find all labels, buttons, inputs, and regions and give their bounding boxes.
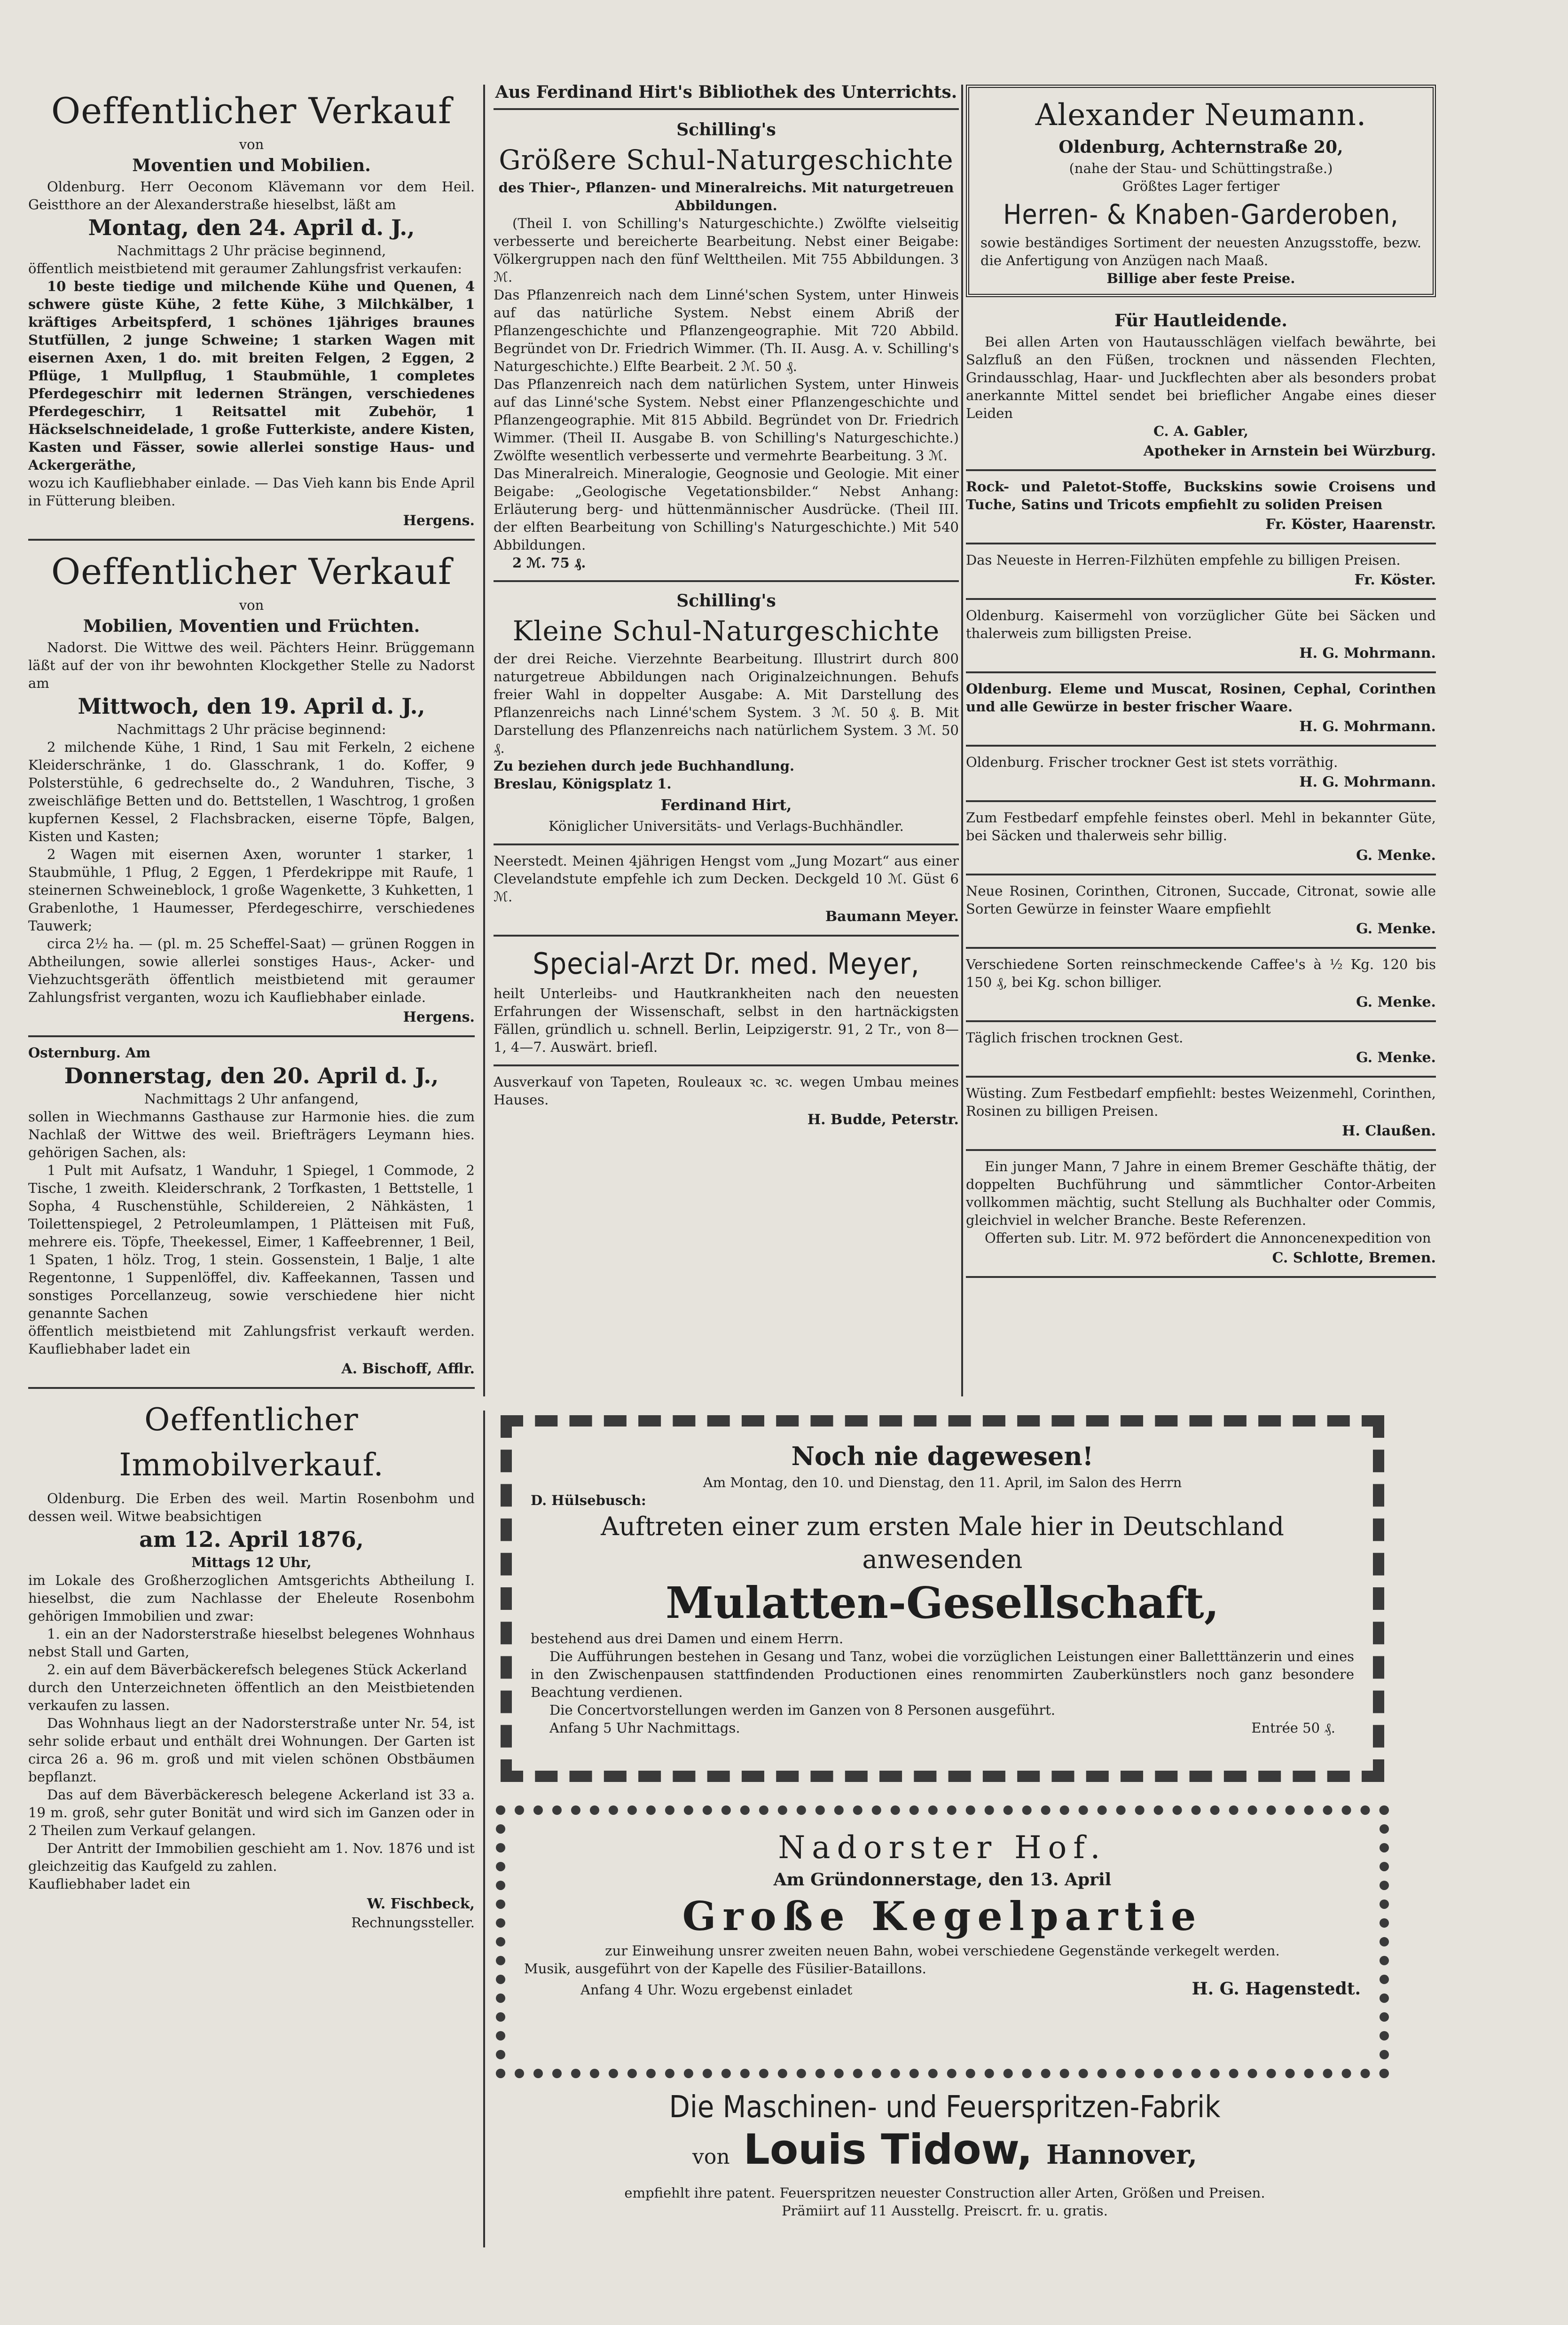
ad-von: von — [692, 2145, 730, 2169]
ad-entry: Entrée 50 ₰. — [1251, 1720, 1335, 1736]
ad-body: Oldenburg. Frischer trockner Gest ist stets vorräthig. — [966, 754, 1338, 770]
book-p4: Das Mineralreich. Mineralogie, Geognosie und Geologie. Mit einer Beigabe: „Geologische Vegetationsbilder.“ Nebst Anhang: Erläuterung berg- und hüttenmännischer Ausdrücke. (Theil III. der elften Bearbeitung von Schilling's Naturgeschichte.) Mit 540 Abbildungen. — [494, 465, 959, 553]
ad-signature: Hergens. — [403, 1009, 475, 1025]
ad-von: von — [239, 597, 264, 613]
ad-menke-gest — [966, 1022, 1436, 1078]
column-rule-1 — [483, 85, 485, 1396]
ad-body: Neerstedt. Meinen 4jährigen Hengst vom „Jung Mozart“ aus einer Clevelandstute empfehle ich zum Decken. Deckgeld 10 ℳ. Güst 6 ℳ. — [494, 853, 959, 905]
ad-signature: Apotheker in Arnstein bei Würzburg. — [1143, 443, 1436, 459]
column-rule-2 — [961, 85, 963, 1396]
column-2 — [494, 80, 959, 1138]
ad-address: Oldenburg, Achternstraße 20, — [1058, 137, 1343, 157]
ad-title: Oeffentlicher Verkauf — [51, 90, 452, 132]
ad-subtitle: Moventien und Mobilien. — [132, 156, 371, 175]
ad-body: Bei allen Arten von Hautausschlägen vielfach bewährte, bei Salzfluß an den Füßen, trocknen und nässenden Flechten, Grindausschlag, Haar- und Juckflechten aber als besonders probat anerkannte Mittel sendet bei brieflicher Angabe eines dieser Leiden — [966, 334, 1436, 421]
ad-mohrmann-rosinen — [966, 673, 1436, 747]
ad-prices: Billige aber feste Preise. — [1106, 270, 1295, 286]
ad-headline: Große Kegelpartie — [682, 1893, 1203, 1939]
ad-items-1: 2 milchende Kühe, 1 Rind, 1 Sau mit Ferkeln, 2 eichene Kleiderschränke, 1 do. Glasschrank, 1 do. Koffer, 9 Polsterstühle, 6 gedrechselte do., 2 Wanduhren, Tische, 3 zweischläfige Betten und do. Bettstellen, 1 Waschtrog, 1 großen kupfernen Kessel, 2 Flachsbracken, eiserne Töpfe, Balgen, Kisten und Kasten; — [28, 739, 475, 844]
ad-footer — [531, 1719, 1354, 1737]
ad-title: Alexander Neumann. — [1035, 98, 1367, 133]
ad-intro: Nadorst. Die Wittwe des weil. Pächters Heinr. Brüggemann läßt auf der von ihr bewohnten Klockgether Stelle zu Nadorst am — [28, 639, 475, 691]
book-author: Schilling's — [676, 120, 776, 140]
ad-title: Oeffentlicher Immobilverkauf. — [119, 1402, 384, 1483]
ad-body: Verschiedene Sorten reinschmeckende Caffee's à ½ Kg. 120 bis 150 ₰, bei Kg. schon billiger. — [966, 956, 1436, 990]
ad-title: Für Hautleidende. — [1114, 311, 1287, 331]
ad-menke-mehl — [966, 802, 1436, 875]
ad-date: Donnerstag, den 20. April d. J., — [64, 1063, 439, 1088]
ad-mohrmann-gest — [966, 747, 1436, 802]
ad-signature: Baumann Meyer. — [825, 908, 959, 925]
hirt-header: Aus Ferdinand Hirt's Bibliothek des Unterrichts. — [494, 81, 959, 110]
ad-title: Noch nie dagewesen! — [791, 1441, 1094, 1471]
ad-hengst — [494, 845, 959, 937]
ad-menke-caffee — [966, 949, 1436, 1022]
book-p3: Das Pflanzenreich nach dem natürlichen System, unter Hinweis auf das Linné'sche System. Nebst einer Pflanzengeschichte und Pflanzengeographie. Mit 815 Abbild. Begründet von Dr. Friedrich Wimmer. (Theil II. Ausgabe B. von Schilling's Naturgeschichte.) Zwölfte wesentlich verbesserte und vermehrte Bearbeitung. 3 ℳ. — [494, 376, 959, 464]
book-price: 2 ℳ. 75 ₰. — [512, 555, 586, 571]
ad-intro: Oldenburg. Die Erben des weil. Martin Rosenbohm und dessen weil. Witwe beabsichtigen — [28, 1490, 475, 1524]
ad-body-4: Das auf dem Bäverbäckeresch belegene Ackerland ist 33 a. 19 m. groß, sehr guter Bonität und wird sich im Ganzen oder in 2 Theilen zum Verkauf gelangen. — [28, 1787, 475, 1838]
ad-name: Louis Tidow, — [743, 2125, 1033, 2174]
ad-line-5: Die Concertvorstellungen werden im Ganzen von 8 Personen ausgeführt. — [549, 1702, 1056, 1718]
ad-title: Oeffentlicher Verkauf — [51, 551, 452, 592]
column-rule-1-lower — [483, 1411, 485, 2247]
ad-kegelpartie — [496, 1805, 1389, 2078]
ad-mulatten — [501, 1415, 1384, 1782]
ad-item-2: 2. ein auf dem Bäverbäckerefsch belegenes Stück Ackerland — [47, 1662, 467, 1678]
ad-signature: G. Menke. — [1356, 921, 1436, 937]
ad-closing: öffentlich meistbietend mit Zahlungsfrist verkauft werden. Kaufliebhaber ladet ein — [28, 1323, 475, 1357]
ad-body: Das Neueste in Herren-Filzhüten empfehle zu billigen Preisen. — [966, 552, 1401, 568]
ad-time: Nachmittags 2 Uhr anfangend, — [144, 1091, 359, 1107]
ad-date: Mittwoch, den 19. April d. J., — [78, 694, 425, 719]
ad-date: Am Gründonnerstage, den 13. April — [773, 1870, 1112, 1890]
book-place: Breslau, Königsplatz 1. — [494, 776, 672, 792]
ad-schilling-gross — [494, 111, 959, 582]
ad-dr-meyer — [494, 937, 959, 1066]
ad-intro: Oldenburg. Herr Oeconom Klävemann vor dem Heil. Geistthore an der Alexanderstraße hieselbst, läßt am — [28, 179, 475, 213]
ad-closing: wozu ich Kaufliebhaber einlade. — Das Vieh kann bis Ende April in Fütterung bleiben. — [28, 475, 475, 509]
ad-body: Ein junger Mann, 7 Jahre in einem Bremer Geschäfte thätig, der doppelten Buchführung und sämmtlicher Contor-Arbeiten vollkommen mächtig, sucht Stellung als Buchhalter oder Commis, gleichviel in welcher Branche. Beste Referenzen. — [966, 1159, 1436, 1228]
ad-signature: Fr. Köster, Haarenstr. — [1265, 516, 1436, 533]
ad-time: Nachmittags 2 Uhr präcise beginnend, — [117, 243, 386, 259]
ad-verkauf-klaevemann — [28, 80, 475, 541]
ad-immobilverkauf — [28, 1389, 475, 1940]
ad-body-2: durch den Unterzeichneten öffentlich an den Meistbietenden verkaufen zu lassen. — [28, 1679, 475, 1713]
book-subtitle: des Thier-, Pflanzen- und Mineralreichs. Mit naturgetreuen Abbildungen. — [498, 180, 954, 213]
book-buy: Zu beziehen durch jede Buchhandlung. — [494, 758, 795, 774]
book-author: Schilling's — [676, 591, 776, 611]
column-3 — [966, 80, 1436, 1278]
ad-items-2: 2 Wagen mit eisernen Axen, worunter 1 starker, 1 Staubmühle, 1 Pflug, 2 Eggen, 1 Pferdekrippe mit Raufe, 1 steinernen Schweineblock, 1 große Wagenkette, 3 Kuhketten, 1 Grabenlothe, 1 Haumesser, Pferdegeschirre, verschiedenes Tauwerk; — [28, 846, 475, 934]
ad-line-1: zur Einweihung unsrer zweiten neuen Bahn, wobei verschiedene Gegenstände verkegelt werden. — [605, 1943, 1280, 1959]
ad-items: 1 Pult mit Aufsatz, 1 Wanduhr, 1 Spiegel, 1 Commode, 2 Tische, 1 zweith. Kleiderschrank, 2 Torfkasten, 1 Bettstelle, 1 Sopha, 4 Ruschenstühle, Schildereien, 2 Nähkästen, 1 Toilettenspiegel, 2 Petroleumlampen, 1 Plätteisen mit Fuß, mehrere eis. Töpfe, Theekessel, Eimer, 1 Kaffeebrenner, 1 Beil, 1 Spaten, 1 hölz. Trog, 1 stein. Gossenstein, 1 Balje, 1 alte Regentonne, 1 Suppenlöffel, div. Kaffeekannen, Tassen und sonstiges Porcellanzeug, sowie verschiedene hier nicht genannte Sachen — [28, 1162, 475, 1321]
ad-body: Ausverkauf von Tapeten, Rouleaux ꝛc. ꝛc. wegen Umbau meines Hauses. — [494, 1074, 959, 1108]
book-title: Kleine Schul-Naturgeschichte — [512, 615, 940, 647]
ad-line-2: Musik, ausgeführt von der Kapelle des Füsilier-Bataillons. — [524, 1961, 926, 1977]
ad-subtitle: Mobilien, Moventien und Früchten. — [83, 616, 420, 636]
ad-signature: G. Menke. — [1356, 994, 1436, 1010]
ad-body: heilt Unterleibs- und Hautkrankheiten nach den neuesten Erfahrungen der Wissenschaft, selbst in den hartnäckigsten Fällen, gründlich u. schnell. Berlin, Leipzigerstr. 91, 2 Tr., von 8—1, 4—7. Auswärt. briefl. — [494, 985, 959, 1055]
ad-date: am 12. April 1876, — [139, 1527, 364, 1552]
ad-signature: H. Claußen. — [1342, 1123, 1436, 1139]
ad-body: Wüsting. Zum Festbedarf empfiehlt: bestes Weizenmehl, Corinthen, Rosinen zu billigen Preisen. — [966, 1085, 1436, 1119]
ad-signature: H. G. Mohrmann. — [1299, 645, 1436, 662]
ad-line-3: bestehend aus drei Damen und einem Herrn. — [531, 1631, 844, 1647]
ad-title: Nadorster Hof. — [778, 1829, 1107, 1866]
ad-verkauf-brueggemann — [28, 541, 475, 1037]
ad-host: D. Hülsebusch: — [531, 1492, 646, 1508]
ad-time: Mittags 12 Uhr, — [191, 1554, 312, 1570]
column-1 — [28, 80, 475, 1940]
ad-signature: G. Menke. — [1356, 1049, 1436, 1066]
ad-signature: G. Menke. — [1356, 847, 1436, 864]
ad-nachlass-leymann — [28, 1037, 475, 1389]
ad-koester-hute — [966, 544, 1436, 600]
ad-koester-stoffe — [966, 471, 1436, 544]
ad-place: Osternburg. Am — [28, 1045, 151, 1061]
ad-signature: H. G. Mohrmann. — [1299, 718, 1436, 735]
ad-signature: A. Bischoff, Afflr. — [341, 1361, 475, 1377]
ad-body: Oldenburg. Eleme und Muscat, Rosinen, Cephal, Corinthen und alle Gewürze in bester frischer Waare. — [966, 681, 1436, 715]
ad-signature: C. Schlotte, Bremen. — [1272, 1250, 1436, 1266]
ad-body: Täglich frischen trocknen Gest. — [966, 1030, 1184, 1046]
ad-body-2: Offerten sub. Litr. M. 972 befördert die Annoncenexpedition von — [985, 1230, 1431, 1246]
ad-items-3: circa 2½ ha. — (pl. m. 25 Scheffel-Saat) — grünen Roggen in Abtheilungen, sowie allerlei sonstiges Haus-, Acker- und Viehzuchtsgeräth öffentlich meistbietend mit geraumer Zahlungsfrist verganten, wozu ich Kaufliebhaber einlade. — [28, 936, 475, 1005]
ad-intro: sollen in Wiechmanns Gasthause zur Harmonie hies. die zum Nachlaß der Wittwe des weil. Briefträgers Leymann hies. gehörigen Sachen, als: — [28, 1109, 475, 1160]
ad-body-5: Der Antritt der Immobilien geschieht am 1. Nov. 1876 und ist gleichzeitig das Kaufgeld zu zahlen. — [28, 1840, 475, 1874]
ad-body: Zum Festbedarf empfehle feinstes oberl. Mehl in bekannter Güte, bei Säcken und thalerweis sehr billig. — [966, 810, 1436, 843]
ad-line-3: Anfang 4 Uhr. Wozu ergebenst einladet — [580, 1982, 853, 1998]
ad-line-1: Am Montag, den 10. und Dienstag, den 11. April, im Salon des Herrn — [703, 1474, 1182, 1490]
ad-signature: Fr. Köster. — [1354, 572, 1436, 588]
ad-line-3: Prämiirt auf 11 Ausstellg. Preiscrt. fr. u. gratis. — [782, 2203, 1108, 2219]
ad-tapeten — [494, 1066, 959, 1138]
book-p2: Das Pflanzenreich nach dem Linné'schen System, unter Hinweis auf das natürliche System. Nebst einem Abriß der Pflanzengeschichte und Pflanzengeographie. Mit 720 Abbild. Begründet von Dr. Friedrich Wimmer. (Th. II. Ausg. A. v. Schilling's Naturgeschichte.) Elfte Bearbeit. 2 ℳ. 50 ₰. — [494, 287, 959, 374]
ad-closing: Kaufliebhaber ladet ein — [28, 1876, 191, 1892]
ad-signature: H. G. Hagenstedt. — [1192, 1979, 1361, 1999]
ad-schilling-klein — [494, 582, 959, 845]
ad-signature-2: Rechnungssteller. — [351, 1915, 475, 1931]
ad-title: Special-Arzt Dr. med. Meyer, — [533, 946, 920, 981]
ad-mohrmann-mehl — [966, 600, 1436, 673]
book-publisher: Ferdinand Hirt, — [660, 796, 792, 814]
ad-headline: Mulatten-Gesellschaft, — [666, 1577, 1219, 1628]
ad-signature: Hergens. — [403, 512, 475, 529]
ad-line-2: Auftreten einer zum ersten Male hier in Deutschland anwesenden — [601, 1512, 1284, 1574]
ad-body: Oldenburg. Kaisermehl von vorzüglicher Güte bei Säcken und thalerweis zum billigsten Preise. — [966, 607, 1436, 641]
ad-claussen — [966, 1078, 1436, 1151]
ad-line-2: empfiehlt ihre patent. Feuerspritzen neuester Construction aller Arten, Größen und Preisen. — [624, 2185, 1265, 2201]
book-publisher-2: Königlicher Universitäts- und Verlags-Buchhändler. — [549, 818, 904, 834]
ad-name: C. A. Gabler, — [1153, 423, 1249, 439]
ad-headline: Herren- & Knaben-Garderoben, — [1003, 198, 1399, 230]
ad-terms: öffentlich meistbietend mit geraumer Zahlungsfrist verkaufen: — [28, 260, 463, 276]
book-body: der drei Reiche. Vierzehnte Bearbeitung. Illustrirt durch 800 naturgetreue Abbildungen nach Originalzeichnungen. Behufs freier Wahl in doppelter Ausgabe: A. Mit Darstellung des Pflanzenreichs nach Linné'schem System. 3 ℳ. 50 ₰. B. Mit Darstellung des Pflanzenreichs nach natürlichem System. 3 ℳ. 50 ₰. — [494, 651, 959, 756]
ad-body: Rock- und Paletot-Stoffe, Buckskins sowie Croisens und Tuche, Satins und Tricots empfiehlt zu soliden Preisen — [966, 479, 1436, 512]
ad-note: (nahe der Stau- und Schüttingstraße.) — [1069, 160, 1333, 176]
ad-line-1: Die Maschinen- und Feuerspritzen-Fabrik — [669, 2090, 1221, 2125]
ad-time: Nachmittags 2 Uhr präcise beginnend: — [117, 721, 386, 737]
ad-signature: H. G. Mohrmann. — [1299, 774, 1436, 790]
ad-time: Anfang 5 Uhr Nachmittags. — [549, 1720, 740, 1736]
ad-neumann — [966, 85, 1436, 297]
ad-name-line — [498, 2127, 1391, 2184]
ad-menke-rosinen — [966, 875, 1436, 949]
ad-tidow — [498, 2088, 1391, 2243]
ad-schlotte — [966, 1151, 1436, 1278]
ad-body: sowie beständiges Sortiment der neuesten Anzugsstoffe, bezw. die Anfertigung von Anzügen nach Maaß. — [980, 235, 1421, 268]
ad-signature: H. Budde, Peterstr. — [807, 1111, 959, 1128]
ad-city: Hannover, — [1046, 2139, 1198, 2170]
ad-gabler — [966, 302, 1436, 471]
book-p1: (Theil I. von Schilling's Naturgeschichte.) Zwölfte vielseitig verbesserte und bereicherte Bearbeitung. Nebst einer Beigabe: Völkergruppen nach den fünf Welttheilen. Mit 755 Abbildungen. 3 ℳ. — [494, 215, 959, 285]
ad-line: Größtes Lager fertiger — [1122, 178, 1280, 194]
ad-body-3: Das Wohnhaus liegt an der Nadorsterstraße unter Nr. 54, ist sehr solide erbaut und enthält drei Wohnungen. Der Garten ist circa 26 a. 96 m. groß und mit vielen schönen Obstbäumen bepflanzt. — [28, 1715, 475, 1785]
ad-body: im Lokale des Großherzoglichen Amtsgerichts Abtheilung I. hieselbst, die zum Nachlasse der Eheleute Rosenbohm gehörigen Immobilien und zwar: — [28, 1572, 475, 1624]
ad-line-4: Die Aufführungen bestehen in Gesang und Tanz, wobei die vorzüglichen Leistungen einer Balletttänzerin und eines in den Zwischenpausen stattfindenden Productionen eines renommirten Zauberkünstlers noch ganz besondere Beachtung verdienen. — [531, 1648, 1354, 1700]
ad-von: von — [239, 136, 264, 152]
book-title: Größere Schul-Naturgeschichte — [499, 144, 954, 176]
ad-footer — [524, 1978, 1361, 2000]
ad-signature: W. Fischbeck, — [367, 1896, 475, 1912]
ad-items: 10 beste tiedige und milchende Kühe und Quenen, 4 schwere güste Kühe, 2 fette Kühe, 3 Milchkälber, 1 kräftiges Arbeitspferd, 1 schönes 1jähriges braunes Stutfüllen, 2 junge Schweine; 1 starken Wagen mit eisernen Axen, 1 do. mit breiten Felgen, 2 Eggen, 2 Pflüge, 1 Mullpflug, 1 Staubmühle, 1 completes Pferdegeschirr mit ledernen Strängen, verschiedenes Pferdegeschirr, 1 Reitsattel mit Zubehör, 1 Häckselschneidelade, 1 große Futterkiste, andere Kisten, Kasten und Fässer, sowie allerlei sonstige Haus- und Ackergeräthe, — [28, 278, 475, 473]
ad-date: Montag, den 24. April d. J., — [88, 215, 415, 240]
ad-item-1: 1. ein an der Nadorsterstraße hieselbst belegenes Wohnhaus nebst Stall und Garten, — [28, 1626, 475, 1660]
ad-body: Neue Rosinen, Corinthen, Citronen, Succade, Citronat, sowie alle Sorten Gewürze in feinster Waare empfiehlt — [966, 883, 1436, 917]
